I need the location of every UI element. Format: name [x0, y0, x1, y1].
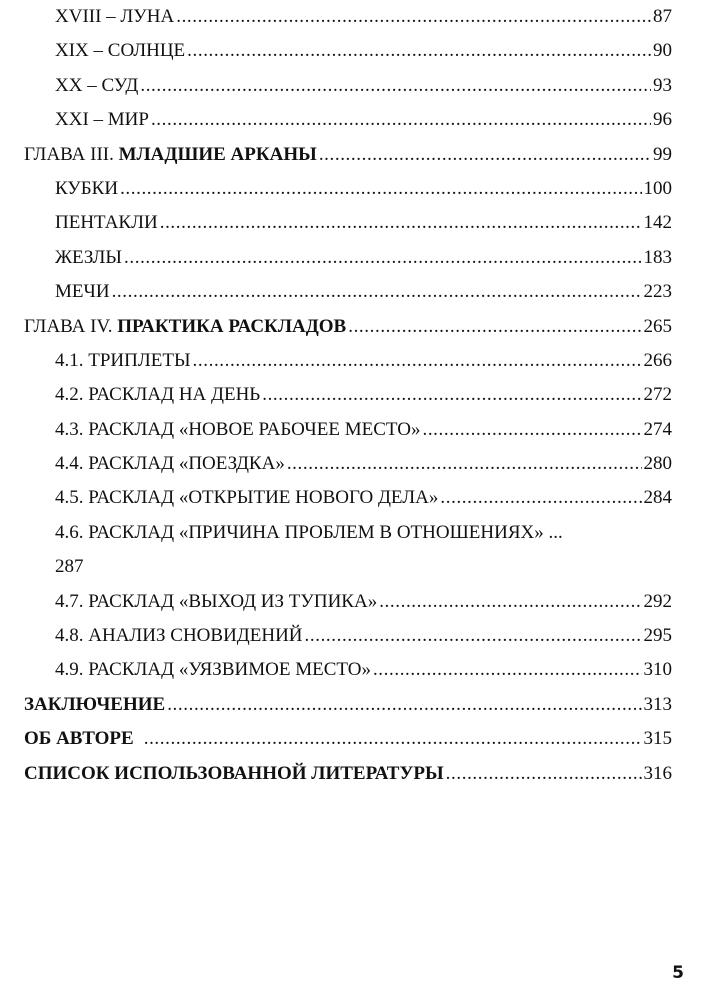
chapter-name: МЛАДШИЕ АРКАНЫ: [118, 143, 317, 165]
toc-entry-page: 272: [643, 384, 672, 406]
toc-entry-4-5[interactable]: [24, 481, 672, 515]
dot-leader: [440, 481, 641, 515]
toc-entry-arcana-21[interactable]: [24, 103, 672, 137]
toc-entry-arcana-20[interactable]: [24, 69, 672, 103]
toc-entry-page: 274: [643, 418, 672, 440]
dot-leader: [151, 103, 651, 137]
toc-entry-title: 4.7. РАСКЛАД «ВЫХОД ИЗ ТУПИКА»: [55, 590, 378, 612]
dot-leader: [446, 757, 642, 791]
toc-entry-page: 96: [653, 109, 672, 131]
toc-entry-page: 310: [643, 659, 672, 681]
chapter-name: ПРАКТИКА РАСКЛАДОВ: [117, 315, 347, 337]
dot-leader: [140, 69, 651, 103]
dot-leader: [144, 722, 642, 756]
toc-entry-page: 316: [643, 762, 672, 784]
toc-chapter-title: [24, 138, 317, 172]
dot-leader: [187, 34, 651, 68]
dot-leader: [287, 447, 642, 481]
dot-leader: [193, 344, 642, 378]
toc-entry-page: 265: [643, 315, 672, 337]
toc-entry-page: 284: [643, 487, 672, 509]
dot-leader: [120, 172, 641, 206]
toc-chapter-4[interactable]: [24, 310, 672, 344]
dot-leader: [124, 241, 641, 275]
toc-conclusion[interactable]: [24, 688, 672, 722]
chapter-prefix: ГЛАВА III.: [24, 143, 119, 165]
toc-entry-4-8[interactable]: [24, 619, 672, 653]
toc-entry-title: ПЕНТАКЛИ: [55, 212, 158, 234]
toc-entry-cups[interactable]: [24, 172, 672, 206]
toc-entry-title: 4.5. РАСКЛАД «ОТКРЫТИЕ НОВОГО ДЕЛА»: [55, 487, 439, 509]
toc-entry-title: КУБКИ: [55, 177, 119, 199]
toc-entry-title: 4.2. РАСКЛАД НА ДЕНЬ: [55, 384, 261, 406]
dot-leader: [373, 653, 642, 687]
toc-entry-4-2[interactable]: [24, 378, 672, 412]
toc-entry-4-7[interactable]: [24, 585, 672, 619]
toc-entry-title: XIX – СОЛНЦЕ: [55, 40, 186, 62]
toc-entry-title: МЕЧИ: [55, 281, 110, 303]
table-of-contents: [24, 0, 672, 791]
toc-chapter-title: [24, 310, 346, 344]
toc-entry-title: 4.1. ТРИПЛЕТЫ: [55, 349, 191, 371]
toc-entry-title: ОБ АВТОРЕ: [24, 728, 134, 750]
page-number: 5: [672, 963, 684, 983]
toc-entry-4-1[interactable]: [24, 344, 672, 378]
dot-leader: [422, 413, 641, 447]
toc-chapter-3[interactable]: [24, 138, 672, 172]
toc-entry-swords[interactable]: [24, 275, 672, 309]
toc-entry-4-4[interactable]: [24, 447, 672, 481]
toc-entry-title: 4.6. РАСКЛАД «ПРИЧИНА ПРОБЛЕМ В ОТНОШЕНИЯХ» ...: [55, 521, 563, 543]
toc-entry-arcana-18[interactable]: [24, 0, 672, 34]
toc-entry-title: 4.9. РАСКЛАД «УЯЗВИМОЕ МЕСТО»: [55, 659, 371, 681]
toc-entry-page: 87: [653, 6, 672, 27]
dot-leader: [262, 378, 641, 412]
toc-entry-4-6[interactable]: [24, 516, 672, 585]
toc-literature[interactable]: [24, 757, 672, 791]
toc-entry-4-3[interactable]: [24, 413, 672, 447]
dot-leader: [167, 688, 641, 722]
toc-entry-page: 315: [643, 728, 672, 750]
toc-about-author[interactable]: [24, 722, 672, 756]
toc-entry-page: 183: [643, 246, 672, 268]
toc-entry-title: XX – СУД: [55, 74, 139, 96]
toc-entry-title: ЖЕЗЛЫ: [55, 246, 123, 268]
toc-entry-title: ЗАКЛЮЧЕНИЕ: [24, 693, 166, 715]
toc-entry-page: 93: [653, 74, 672, 96]
chapter-prefix: ГЛАВА IV.: [24, 315, 118, 337]
toc-entry-title: 4.3. РАСКЛАД «НОВОЕ РАБОЧЕЕ МЕСТО»: [55, 418, 421, 440]
toc-entry-page: 313: [643, 693, 672, 715]
toc-entry-page: 280: [643, 453, 672, 475]
toc-entry-wands[interactable]: [24, 241, 672, 275]
toc-entry-title: СПИСОК ИСПОЛЬЗОВАННОЙ ЛИТЕРАТУРЫ: [24, 762, 444, 784]
toc-entry-title: 4.8. АНАЛИЗ СНОВИДЕНИЙ: [55, 625, 303, 647]
dot-leader: [379, 585, 641, 619]
toc-entry-title: XVIII – ЛУНА: [55, 6, 175, 27]
dot-leader: [348, 310, 641, 344]
dot-leader: [112, 275, 642, 309]
toc-entry-page: 223: [643, 281, 672, 303]
toc-entry-page: 99: [653, 143, 672, 165]
toc-entry-4-9[interactable]: [24, 653, 672, 687]
toc-entry-page: 287: [55, 556, 84, 578]
toc-entry-title: 4.4. РАСКЛАД «ПОЕЗДКА»: [55, 453, 285, 475]
toc-entry-page: 90: [653, 40, 672, 62]
toc-entry-pentacles[interactable]: [24, 206, 672, 240]
toc-entry-page: 100: [643, 177, 672, 199]
toc-entry-title: XXI – МИР: [55, 109, 149, 131]
toc-entry-page: 142: [643, 212, 672, 234]
toc-entry-page: 295: [643, 625, 672, 647]
toc-entry-page: 266: [643, 349, 672, 371]
toc-entry-page: 292: [643, 590, 672, 612]
dot-leader: [305, 619, 642, 653]
dot-leader: [160, 206, 642, 240]
dot-leader: [176, 0, 651, 34]
toc-entry-arcana-19[interactable]: [24, 34, 672, 68]
dot-leader: [319, 138, 651, 172]
